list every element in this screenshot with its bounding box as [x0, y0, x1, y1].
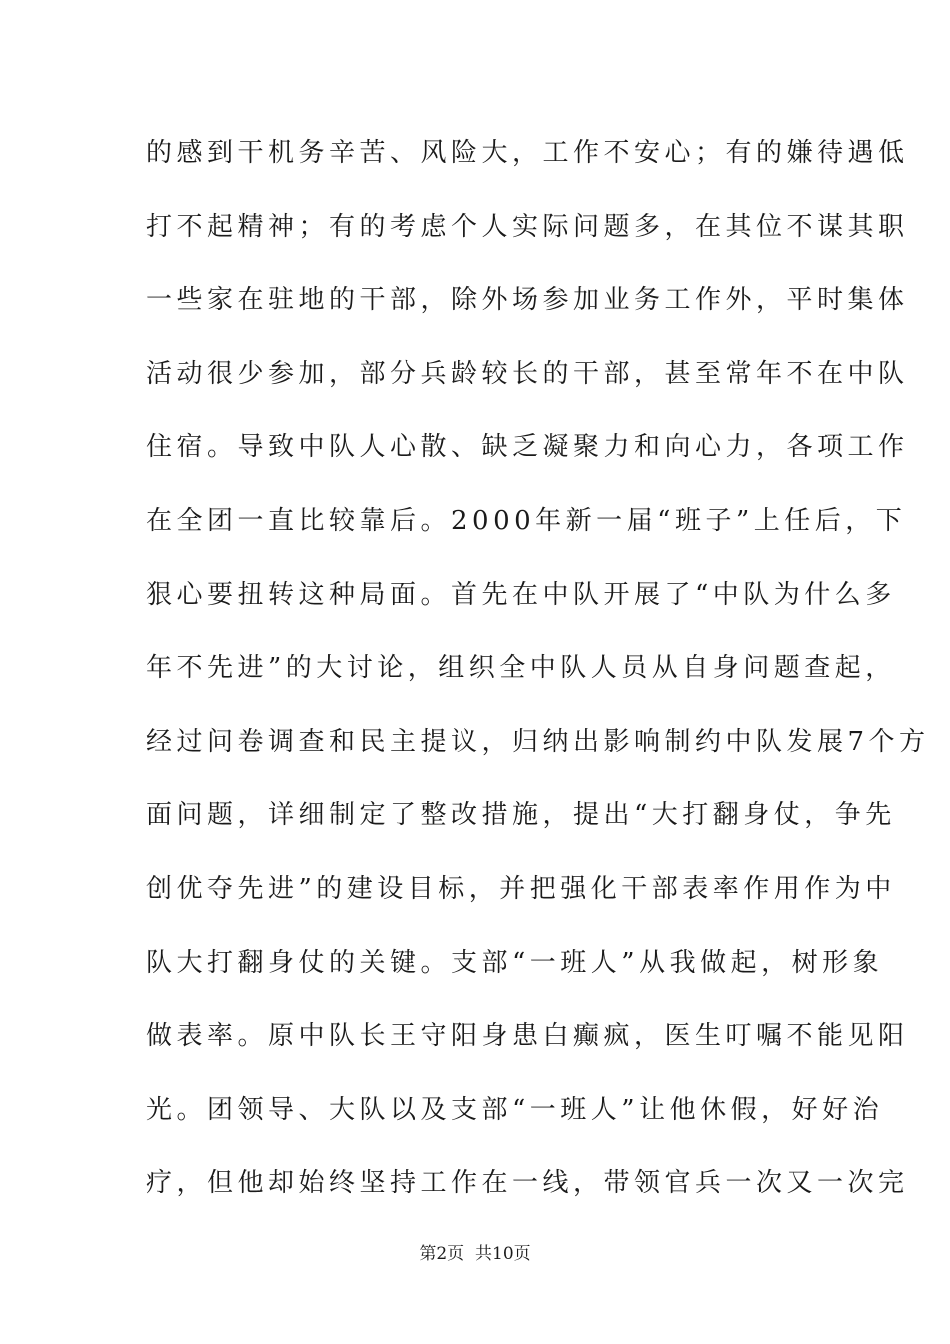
- text-line: 面问题，详细制定了整改措施，提出“大打翻身仗，争先: [146, 800, 896, 831]
- text-line: 活动很少参加，部分兵龄较长的干部，甚至常年不在中队: [146, 358, 909, 389]
- text-line: 经过问卷调查和民主提议，归纳出影响制约中队发展7个方: [146, 726, 930, 757]
- text-line: 狠心要扭转这种局面。首先在中队开展了“中队为什么多: [146, 579, 896, 610]
- text-line: 在全团一直比较靠后。2000年新一届“班子”上任后，下: [146, 505, 907, 536]
- text-line: 做表率。原中队长王守阳身患白癫疯，医生叮嘱不能见阳: [146, 1021, 909, 1052]
- text-line: 光。团领导、大队以及支部“一班人”让他休假，好好治: [146, 1094, 884, 1125]
- text-line: 疗，但他却始终坚持工作在一线，带领官兵一次又一次完: [146, 1168, 909, 1199]
- body-text: [146, 124, 930, 1228]
- text-line: 创优夺先进”的建设目标，并把强化干部表率作用作为中: [146, 873, 896, 904]
- page-number: 第2页: [419, 1244, 465, 1264]
- text-line: 年不先进”的大讨论，组织全中队人员从自身问题查起，: [146, 653, 896, 684]
- text-line: 队大打翻身仗的关键。支部“一班人”从我做起，树形象: [146, 947, 884, 978]
- page-total: 共10页: [475, 1244, 531, 1264]
- text-line: 的感到干机务辛苦、风险大，工作不安心；有的嫌待遇低: [146, 138, 909, 168]
- text-line: 一些家在驻地的干部，除外场参加业务工作外，平时集体: [146, 285, 909, 316]
- text-line: 住宿。导致中队人心散、缺乏凝聚力和向心力，各项工作: [146, 432, 909, 463]
- page-footer: [0, 1242, 950, 1266]
- text-line: 打不起精神；有的考虑个人实际问题多，在其位不谋其职: [146, 211, 909, 242]
